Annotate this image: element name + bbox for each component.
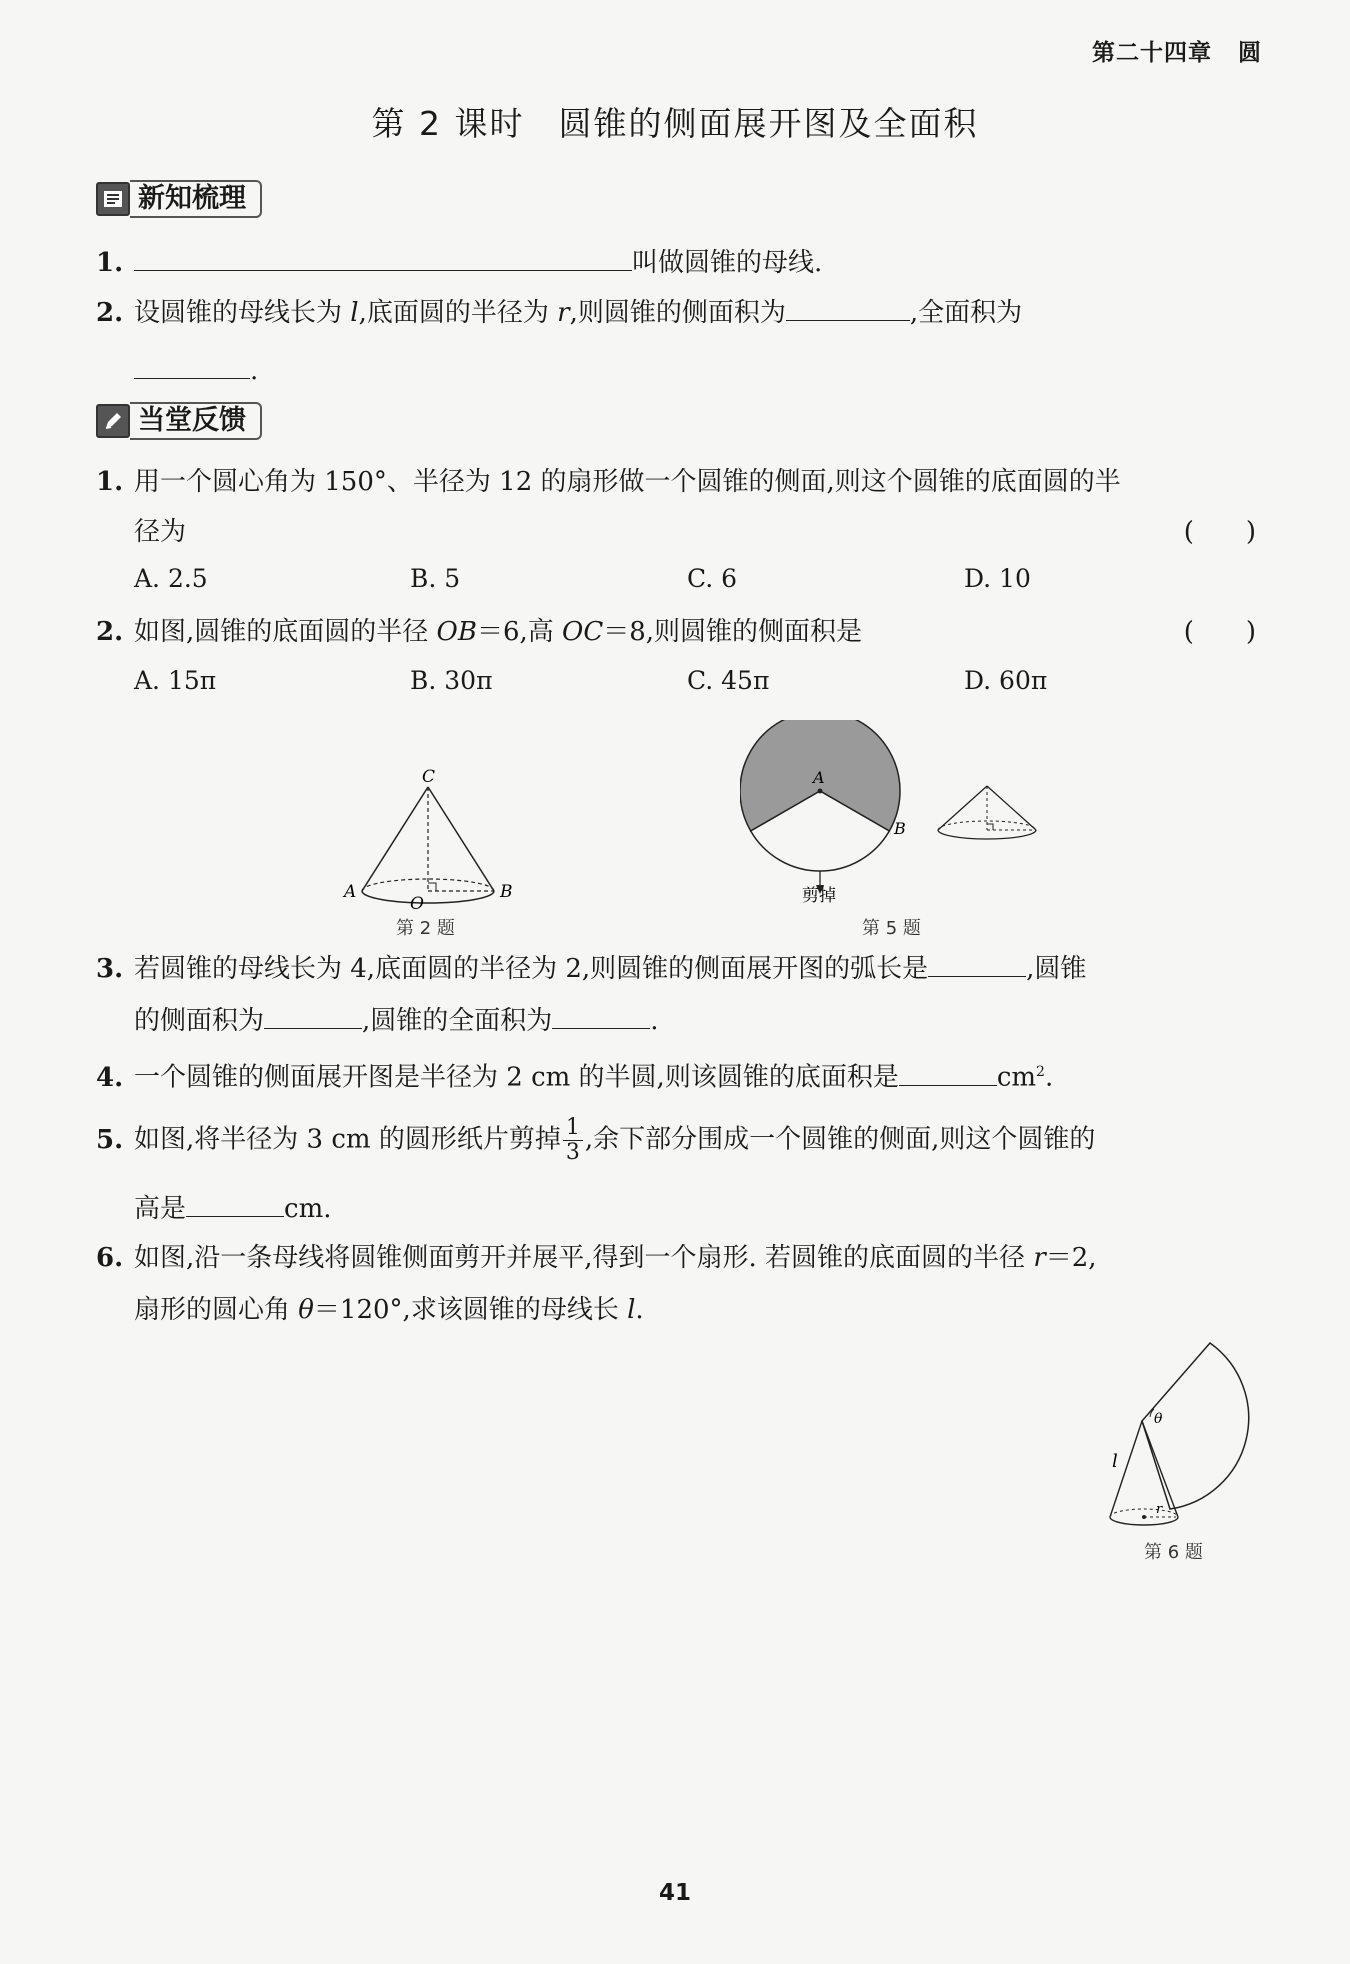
figure-6-cone-sector (1096, 1335, 1256, 1535)
answer-blank[interactable] (134, 242, 632, 271)
s2-question-5: 5. 如图,将半径为 3 cm 的圆形纸片剪掉 $\frac{1}{3}$ ,余下部分围成一个圆锥的侧面,则这个圆锥的 (96, 1115, 1096, 1165)
figure-2-cone (340, 765, 520, 925)
label-r: r (1156, 1502, 1163, 1517)
answer-blank[interactable] (552, 1000, 650, 1029)
option-b[interactable]: B. 5 (410, 564, 461, 593)
s2-question-6-line2: 扇形的圆心角 θ＝120°,求该圆锥的母线长 l. (134, 1295, 644, 1325)
page-number: 41 (658, 1880, 691, 1906)
cut-label: 剪掉 (802, 886, 836, 906)
s2-q2-options (134, 666, 1234, 706)
label-o: O (410, 894, 424, 914)
answer-blank[interactable] (134, 350, 250, 379)
chapter-header (1092, 34, 1262, 67)
lesson-topic: 圆锥的侧面展开图及全面积 (558, 104, 979, 143)
label-b: B (894, 819, 906, 838)
answer-blank[interactable] (264, 1000, 362, 1029)
fraction-one-third: $\frac{1}{3}$ (563, 1116, 583, 1165)
option-b[interactable]: B. 30π (410, 666, 493, 695)
s2-question-1-line2: 径为 ( ) (96, 512, 1256, 552)
pencil-icon (96, 404, 130, 438)
s1-question-2: 2. 设圆锥的母线长为 l,底面圆的半径为 r,则圆锥的侧面积为 ,全面积为 (96, 292, 1256, 333)
s2-q1-options (134, 564, 1234, 604)
lesson-number: 第 2 课时 (371, 104, 525, 143)
figure-5-caption: 第 5 题 (862, 918, 921, 939)
section-heading-feedback (96, 402, 262, 440)
label-l: l (1112, 1451, 1118, 1472)
chapter-title: 第二十四章 (1092, 40, 1212, 66)
s1-question-2-cont: . (96, 350, 1256, 391)
s2-question-6: 6. 如图,沿一条母线将圆锥侧面剪开并展平,得到一个扇形. 若圆锥的底面圆的半径 r＝2, (96, 1243, 1097, 1273)
option-a[interactable]: A. 15π (134, 666, 217, 695)
s2-question-5-line2: 高是 cm. (96, 1188, 1256, 1229)
s2-question-3: 3. 若圆锥的母线长为 4,底面圆的半径为 2,则圆锥的侧面展开图的弧长是 ,圆锥 (96, 948, 1256, 989)
label-a: A (813, 768, 825, 787)
label-a: A (344, 882, 357, 902)
page-title (0, 98, 1350, 145)
answer-blank[interactable] (186, 1188, 284, 1217)
option-a[interactable]: A. 2.5 (134, 564, 208, 593)
figure-5-circle (740, 720, 1040, 910)
section-label: 当堂反馈 (130, 402, 262, 440)
option-d[interactable]: D. 60π (964, 666, 1048, 695)
s1-question-1: 1. 叫做圆锥的母线. (96, 242, 1256, 283)
section-heading-new-knowledge (96, 180, 262, 218)
s2-question-4: 4. 一个圆锥的侧面展开图是半径为 2 cm 的半圆,则该圆锥的底面积是 $cm^2$. (96, 1052, 1256, 1098)
answer-blank[interactable] (899, 1057, 997, 1086)
answer-paren[interactable]: ( ) (1183, 617, 1256, 647)
answer-blank[interactable] (786, 292, 910, 321)
chapter-topic: 圆 (1238, 40, 1262, 66)
s2-question-1: 1. 用一个圆心角为 150°、半径为 12 的扇形做一个圆锥的侧面,则这个圆锥的底面圆的半 (96, 467, 1121, 497)
option-d[interactable]: D. 10 (964, 564, 1031, 593)
label-theta: θ (1154, 1411, 1163, 1427)
option-c[interactable]: C. 6 (687, 564, 738, 593)
section-label: 新知梳理 (130, 180, 262, 218)
figure-6-caption: 第 6 题 (1144, 1542, 1203, 1563)
s2-question-2: 2. 如图,圆锥的底面圆的半径 OB＝6,高 OC＝8,则圆锥的侧面积是 ( ) (96, 612, 1256, 652)
s2-question-3-line2: 的侧面积为 ,圆锥的全面积为 . (96, 1000, 1256, 1041)
label-b: B (500, 882, 513, 902)
label-c: C (422, 767, 436, 787)
answer-paren[interactable]: ( ) (1183, 517, 1256, 547)
option-c[interactable]: C. 45π (687, 666, 770, 695)
answer-blank[interactable] (928, 948, 1026, 977)
figure-2-caption: 第 2 题 (396, 918, 455, 939)
book-icon (96, 182, 130, 216)
